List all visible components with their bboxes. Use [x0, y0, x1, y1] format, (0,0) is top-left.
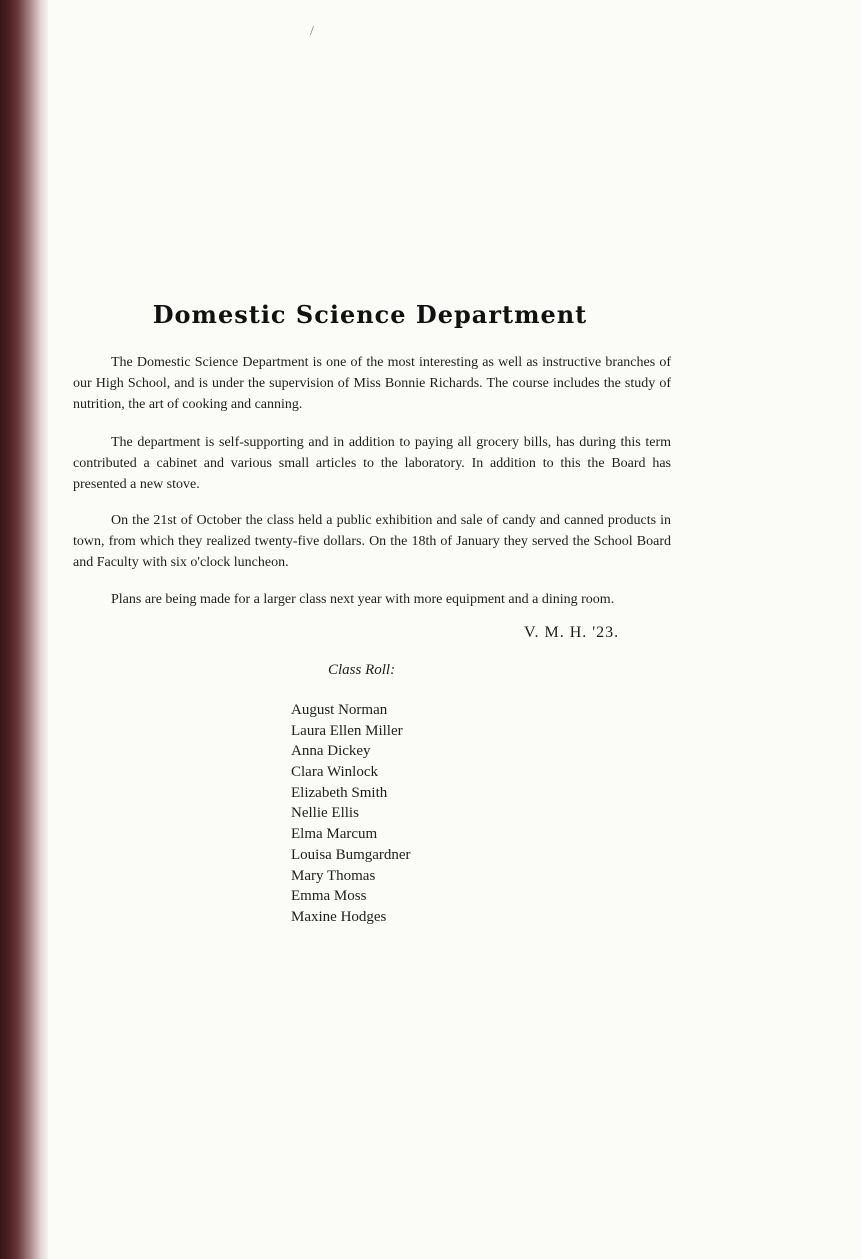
class-roll-name: Maxine Hodges — [291, 908, 387, 925]
paragraph-intro: The Domestic Science Department is one of the most interesting as well as instructive branches of our High School, and is under the supervision of Miss Bonnie Richards. The course includes the study of nutrition, the art of cooking and canning. — [73, 355, 671, 412]
class-roll-name: Nellie Ellis — [291, 805, 359, 822]
class-roll-name: Louisa Bumgardner — [291, 846, 411, 863]
class-roll-name: Elizabeth Smith — [291, 784, 388, 801]
class-roll-name: Clara Winlock — [291, 764, 379, 781]
paragraph-events: On the 21st of October the class held a public exhibition and sale of candy and canned products in town, from which they realized twenty-five dollars. On the 18th of January they served the School Board and Faculty with six o'clock luncheon. — [73, 513, 671, 570]
class-roll-heading: Class Roll: — [328, 662, 396, 678]
class-roll-name: Emma Moss — [291, 888, 367, 905]
author-signature: V. M. H. '23. — [524, 624, 620, 641]
paragraph-plans: Plans are being made for a larger class next year with more equipment and a dining room. — [111, 592, 615, 607]
class-roll-name: Elma Marcum — [291, 826, 378, 843]
class-roll-name: Anna Dickey — [291, 743, 371, 760]
pencil-mark: / — [310, 24, 314, 39]
binding-shadow — [0, 0, 48, 1259]
class-roll-name: Mary Thomas — [291, 867, 376, 884]
class-roll-list — [291, 700, 411, 928]
class-roll-name: August Norman — [291, 702, 388, 718]
paragraph-finances: The department is self-supporting and in addition to paying all grocery bills, has during this term contributed a cabinet and various small articles to the laboratory. In addition to this the Board has presented a new stove. — [73, 435, 671, 492]
page-title: Domestic Science Department — [152, 300, 588, 329]
class-roll-name: Laura Ellen Miller — [291, 722, 403, 739]
